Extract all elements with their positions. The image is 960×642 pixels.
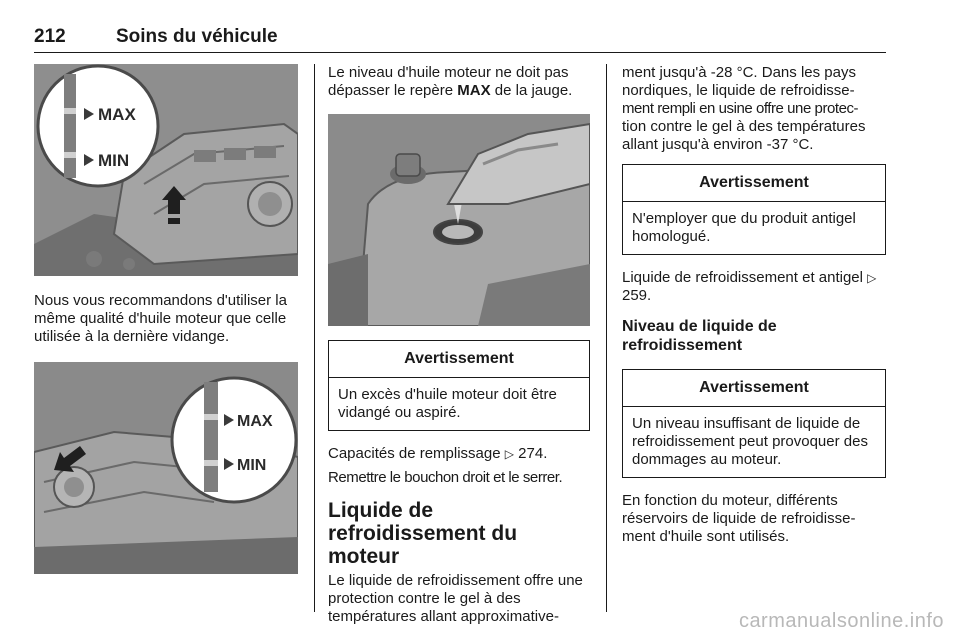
dipstick-max-label: MAX [98, 105, 136, 124]
engine-oil-dipstick-illustration-2 [34, 362, 298, 574]
antifreeze-text: Liquide de refroidissement et antigel [622, 269, 868, 286]
warning-body: Un excès d'huile moteur doit être vidangé ou aspiré. [338, 386, 557, 421]
antifreeze-page-ref[interactable]: 259. [622, 287, 652, 304]
coolant-text-line: ment jusqu'à -28 °C. Dans les pays nordiques, le liquide de refroidisse- [622, 64, 856, 99]
coolant-text-line: tion contre le gel à des températures allant jusqu'à environ -37 °C. [622, 118, 866, 153]
oil-level-text-end: de la jauge. [490, 82, 573, 99]
column-divider [606, 64, 607, 612]
reservoir-paragraph: En fonction du moteur, différents réservoirs de liquide de refroidisse-ment d'huile sont utilisés. [622, 492, 856, 545]
reference-arrow-icon: ▷ [867, 271, 877, 285]
section-title: Soins du véhicule [116, 26, 278, 47]
dipstick-min-label: MIN [237, 457, 267, 474]
coolant-continued-paragraph [622, 64, 886, 154]
dipstick-min-label: MIN [98, 151, 130, 170]
capacities-page-ref[interactable]: 274. [518, 445, 548, 462]
coolant-paragraph: Le liquide de refroidissement offre une protection contre le gel à des températures allant approximative- [328, 572, 583, 625]
warning-body: N'employer que du produit antigel homologué. [632, 210, 856, 245]
dipstick-max-label: MAX [237, 413, 273, 430]
warning-box-antifreeze [622, 164, 886, 255]
warning-box-oil-excess [328, 340, 590, 431]
warning-box-coolant-level [622, 369, 886, 478]
warning-title: Avertissement [329, 341, 589, 378]
coolant-text-line: ment rempli en usine offre une protec- [622, 100, 859, 117]
oil-filling-illustration [328, 114, 590, 326]
capacities-reference [328, 445, 590, 463]
column-left [34, 64, 298, 574]
warning-body: Un niveau insuffisant de liquide de refroidissement peut provoquer des dommages au moteur. [632, 415, 868, 468]
max-mark-text: MAX [457, 82, 491, 99]
coolant-level-heading: Niveau de liquide de refroidissement [622, 318, 777, 354]
capacities-text: Capacités de remplissage [328, 445, 505, 462]
column-middle [328, 64, 590, 626]
watermark: carmanualsonline.info [738, 610, 944, 632]
warning-title: Avertissement [623, 165, 885, 202]
page-header [34, 22, 886, 53]
oil-level-text: Le niveau d'huile moteur ne doit pas dépasser le repère [328, 64, 569, 99]
antifreeze-reference [622, 269, 886, 305]
oil-level-paragraph [328, 64, 590, 100]
oil-quality-paragraph: Nous vous recommandons d'utiliser la même qualité d'huile moteur que celle utilisée à la dernière vidange. [34, 292, 287, 345]
replace-cap-paragraph: Remettre le bouchon droit et le serrer. [328, 469, 563, 486]
reference-arrow-icon: ▷ [504, 447, 514, 461]
coolant-heading: Liquide de refroidissement du moteur [328, 499, 518, 568]
column-divider [314, 64, 315, 612]
column-right [622, 64, 886, 546]
warning-title: Avertissement [623, 370, 885, 407]
engine-oil-dipstick-illustration [34, 64, 298, 276]
page-number: 212 [34, 26, 66, 47]
